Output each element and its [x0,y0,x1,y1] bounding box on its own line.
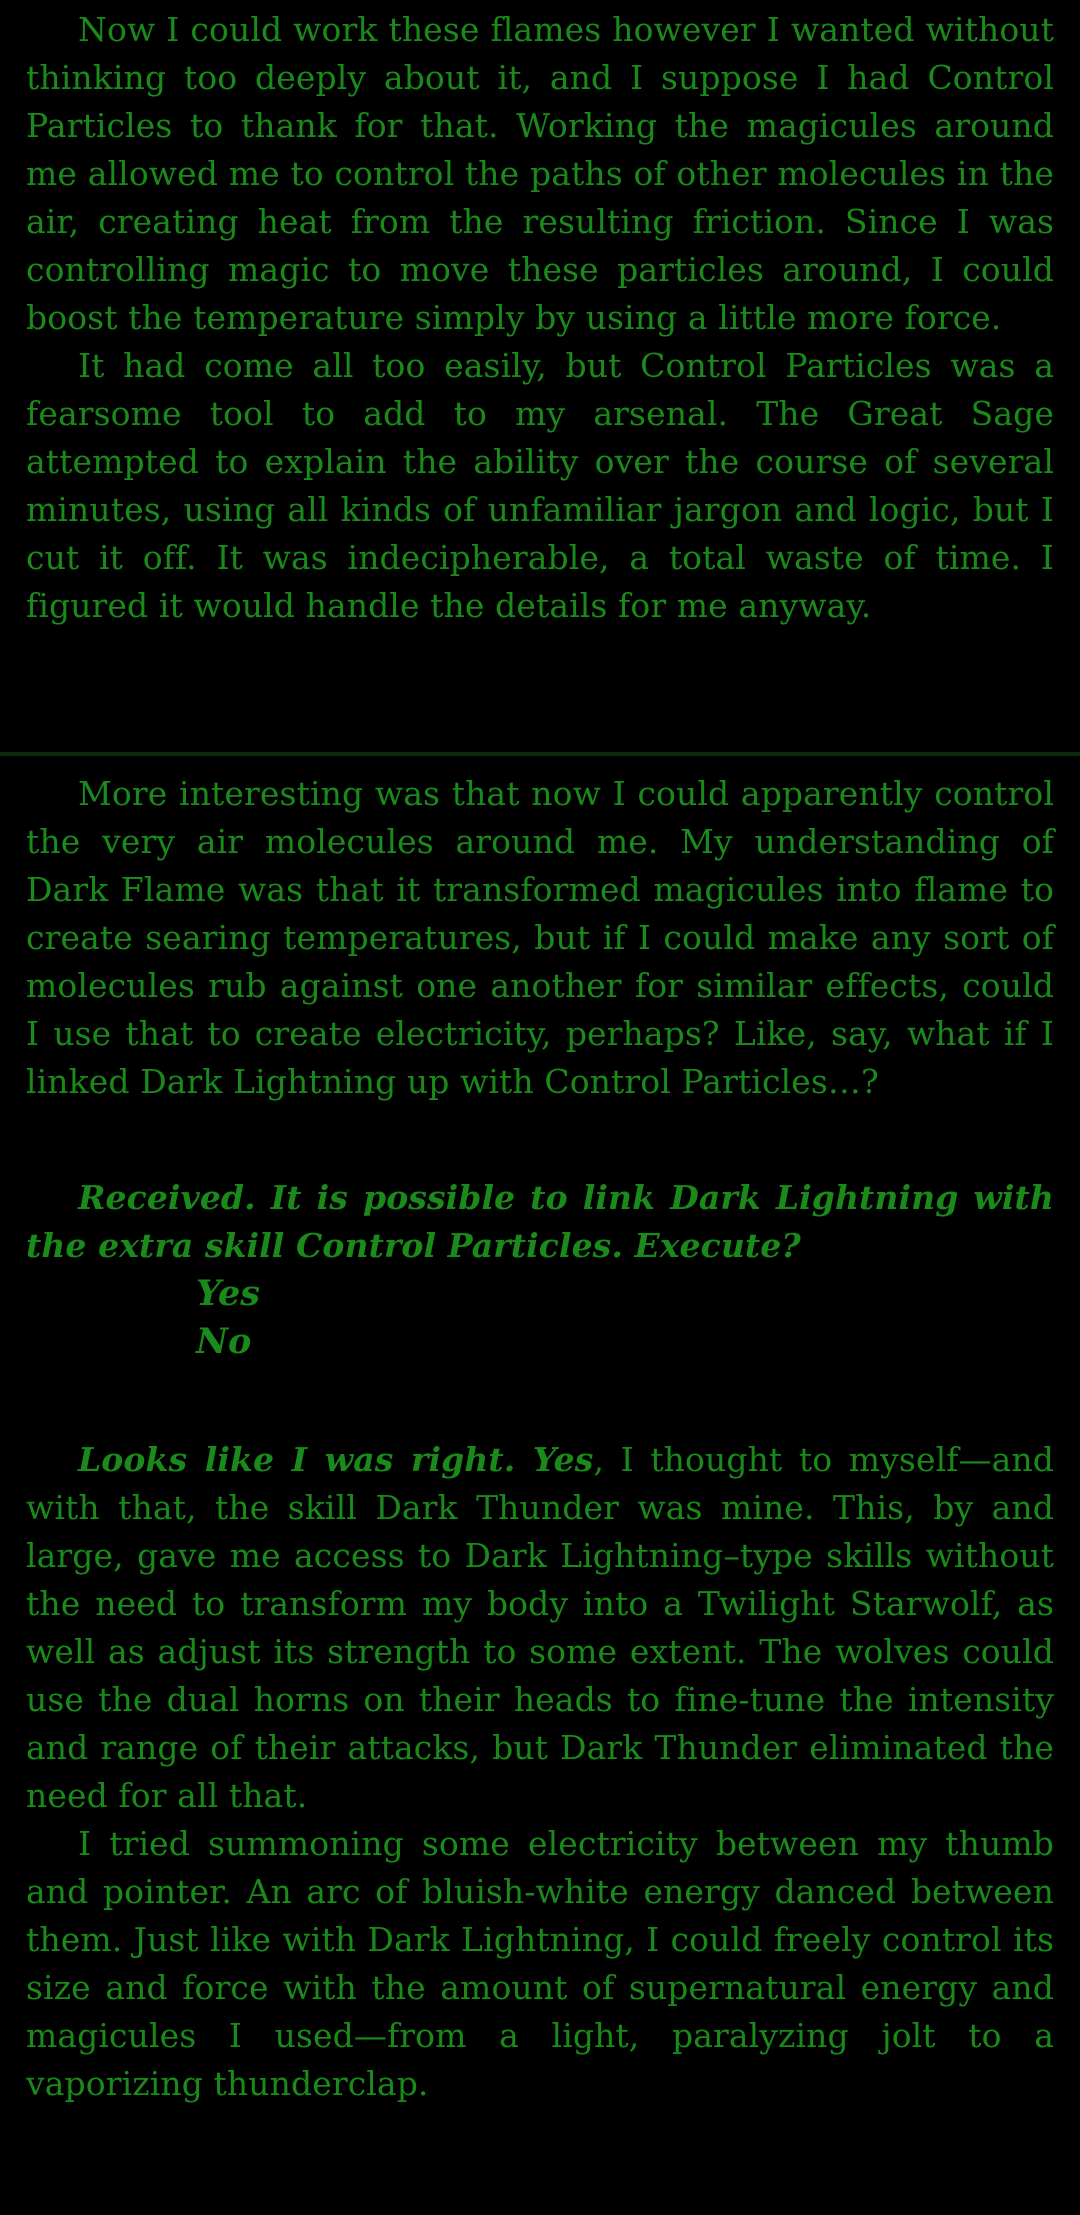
paragraph: Now I could work these flames however I wanted without thinking too deeply about it, and I suppose I had Control Particles to thank for that. Working the magicules around me allowed me to control the paths of other molecules in the air, creating heat from the resulting friction. Since I was controlling magic to move these particles around, I could boost the temperature simply by using a little more force. [26,10,1054,337]
sage-message: Received. It is possible to link Dark Lightning with the extra skill Control Particles. Execute? [26,1178,1054,1265]
paragraph: It had come all too easily, but Control Particles was a fearsome tool to add to my arsenal. The Great Sage attempted to explain the ability over the course of several minutes, using all kinds of unfamiliar jargon and logic, but I cut it off. It was indecipherable, a total waste of time. I figured it would handle the details for me anyway. [26,346,1054,625]
emphasis-text: Looks like I was right. Yes [78,1440,594,1479]
paragraph: More interesting was that now I could apparently control the very air molecules around me. My understanding of Dark Flame was that it transformed magicules into flame to create searing temperatures, but if I could make any sort of molecules rub against one another for similar effects, could I use that to create electricity, perhaps? Like, say, what if I linked Dark Lightning up with Control Particles…? [26,774,1054,1101]
paragraph-text: , I thought to myself—and with that, the skill Dark Thunder was mine. This, by and large, gave me access to Dark Lightning–type skills without the need to transform my body into a Twilight Starwolf, as well as adjust its strength to some extent. The wolves could use the dual horns on their heads to fine-tune the intensity and range of their attacks, but Dark Thunder eliminated the need for all that. [26,1440,1054,1815]
option-no: No [196,1321,252,1362]
paragraph: I tried summoning some electricity between my thumb and pointer. An arc of bluish-white energy danced between them. Just like with Dark Lightning, I could freely control its size and force with the amount of supernatural energy and magicules I used—from a light, paralyzing jolt to a vaporizing thunderclap. [26,1824,1054,2103]
page-top [0,0,1080,752]
page-bottom [0,756,1080,2215]
option-yes: Yes [196,1273,260,1314]
paragraph [26,1436,1054,1820]
